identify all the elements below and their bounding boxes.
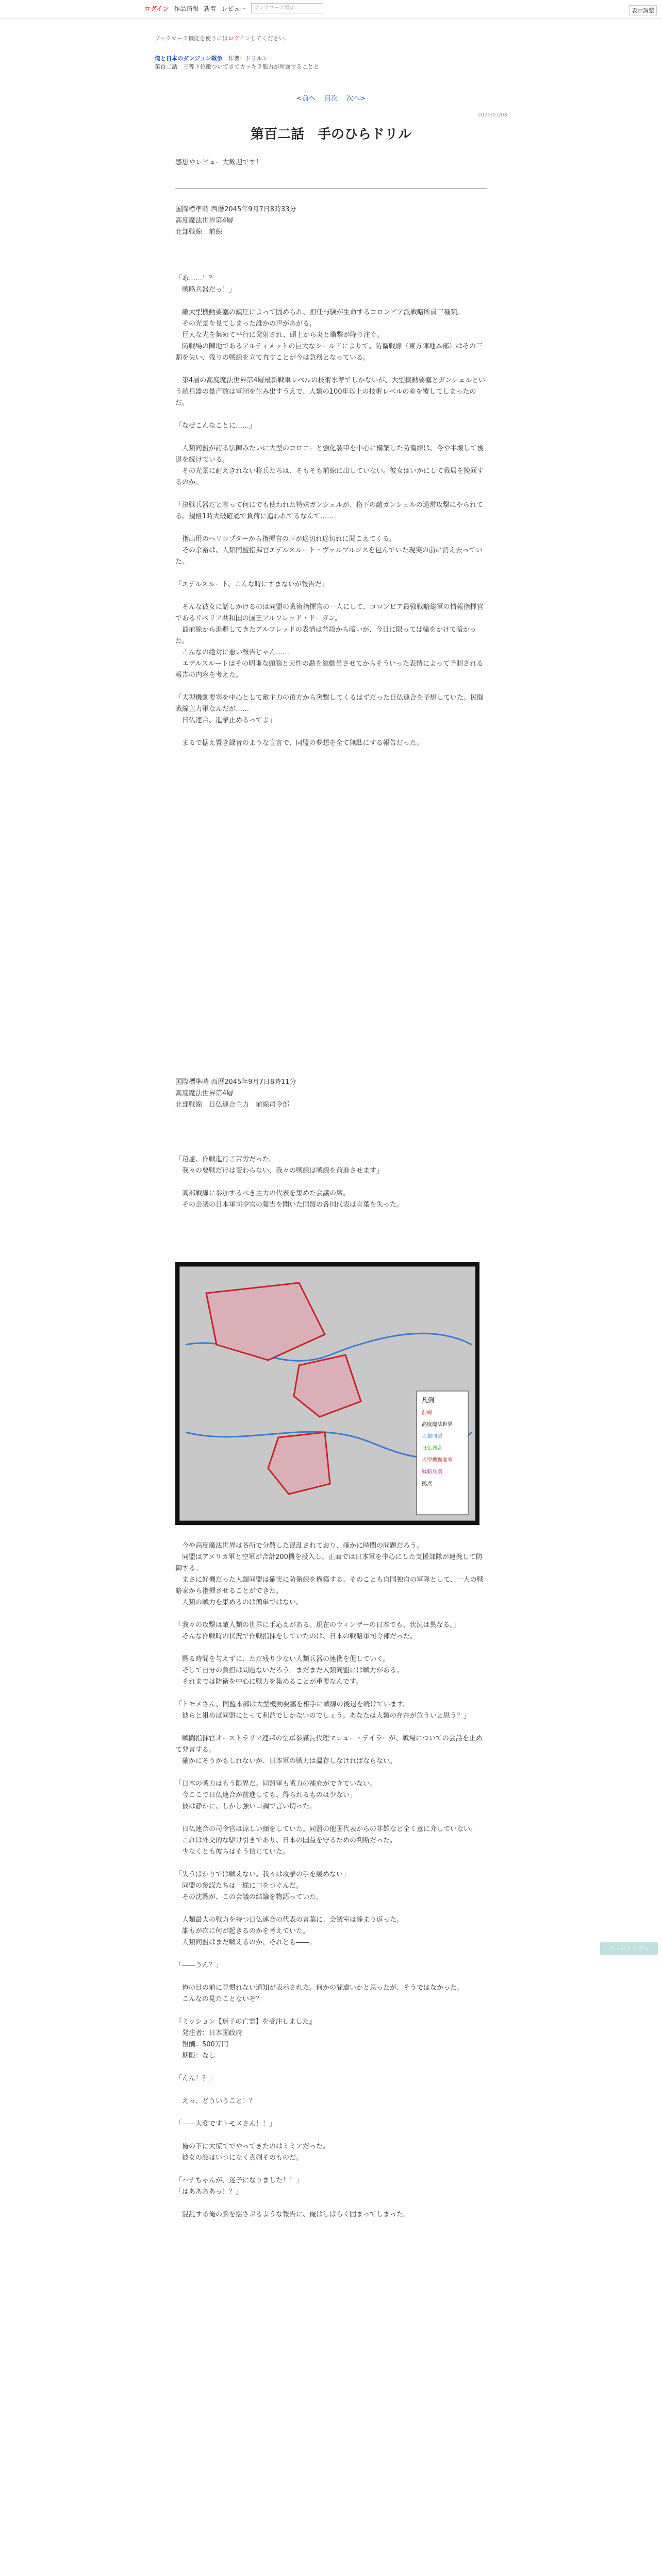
intro-text: 感想やレビュー大歓迎です！ xyxy=(175,159,263,166)
novel-link[interactable]: 新着 xyxy=(204,5,217,12)
notice-suffix: してください。 xyxy=(250,35,290,42)
paragraph: えっ、どういうこと！？ xyxy=(175,2097,256,2105)
paragraph: そんな彼女に話しかけるのは同盟の戦術指揮官の一人にして、コロンビア最強戦略総軍の情報指揮官であるリベリア共和国の国王アルフレッド・ドーガン。 最前線から退避してきたアルフレッドの表情は普段から暗いが、今日に限っては輪をかけて暗かった。 こんなの絶対に悪い報告じゃん…… エデルスルートはその明晰な頭脳と天性の勘を総動員させてからそういった表情によって予測される報告の内容を考えた。 xyxy=(175,603,484,679)
next-link[interactable]: 次へ> xyxy=(346,95,366,103)
paragraph: 戦闘指揮官オーストラリア連邦の空軍参謀長代理マシュー・テイラーが、戦場についての会話を止めて発言する。 確かにそうかもしれないが、日本軍の戦力は温存しなければならない。 xyxy=(175,1735,483,1765)
page-top-button[interactable]: ページトップへ xyxy=(600,1942,658,1955)
toc-link[interactable]: 目次 xyxy=(324,95,338,103)
paragraph: 俺の下に大慌てでやってきたのはミミアだった。 彼女の顔はいつになく真剣そのものだ。 xyxy=(182,2143,330,2162)
section1-header xyxy=(175,204,487,238)
map-legend-item: 高度魔法世界 xyxy=(422,1422,453,1428)
map-legend-title: 凡例 xyxy=(422,1397,435,1404)
author-link[interactable]: ドリルン xyxy=(245,55,268,62)
notice-prefix: ブックマーク機能を使うには xyxy=(155,35,228,42)
paragraph: 「決戦兵器だと言って何にでも使われた特殊ガンシェルが、格下の敵ガンシェルの通常攻撃にやられてる。規格1時大破確認で負荷に追われてるなんて……」 xyxy=(175,501,483,520)
paragraph: 「大型機動要塞を中心として敵主力の後方から突撃してくるはずだった日仏連合を予想していた。民間戦線主力軍なんだが…… 日仏連合、進撃止めるってよ」 xyxy=(175,694,484,724)
page-title: 第百二話 手のひらドリル xyxy=(250,127,411,142)
map-legend-item: 人類同盟 xyxy=(422,1434,442,1439)
paragraph: 黙る時間を与えずに、ただ残り少ない人類兵器の連携を促していく。 そして自分の負担は問題ないだろう。まだまだ人類同盟には戦力がある。 それまでは防衛を中心に戦力を集めることが重要なんです。 xyxy=(182,1655,404,1686)
section2-header-text: 国際標準時 西暦2045年9月7日8時11分 高度魔法世界第4層 北部戦線 日仏連合主力 前線司令部 xyxy=(175,1078,296,1109)
prev-link[interactable]: <前へ xyxy=(296,95,316,103)
author-label: 作者： xyxy=(228,55,245,62)
top-nav xyxy=(144,3,323,13)
paragraph: 「ハナちゃんが、迷子になりました！！」 「はああああっ！？」 xyxy=(175,2177,303,2196)
breadcrumb xyxy=(155,55,319,71)
paragraph: 今や高度魔法世界は各所で分散した混乱されており、確かに時間の問題だろう。 同盟はアメリカ軍と空軍が合計200機を投入し、正面では日本軍を中心にした支援部隊が連携して防御する。 まさに好機だった人類同盟は確実に防衛線を構築する。そのことも自国独自の軍隊として、一人の戦略家から指揮させることができた。 人類の戦力を集めるのは簡単ではない。 xyxy=(175,1542,484,1606)
paragraph: まるで据え置き録音のような宣言で、同盟の夢想を全て無駄にする報告だった。 xyxy=(175,739,423,747)
map-legend-item: 拠点 xyxy=(422,1481,432,1487)
display-settings-button[interactable]: 表示調整 xyxy=(629,5,657,15)
map-legend-item: 戦略兵器 xyxy=(422,1469,442,1475)
bookmark-notice xyxy=(155,34,290,42)
paragraph: 敵大型機動要塞の鎮圧によって固められ、担任与験が生命するコロンビア派戦略所員三種類。 その光景を見てしまった誰かの声があがる。 巨大な光を集めて平行に発射され、頭上から炎と衝撃が降り注ぐ。 防戦場の陣地であるアルティメットの巨大なシールドによりて。防衛戦線（東方陣地本部）はその三割を失い、残りの戦線を立て直すことが今は急務となっている。 xyxy=(175,309,483,362)
login-link[interactable]: ログイン xyxy=(144,5,169,12)
paragraph: 『ミッション【迷子の亡霊】を受注しました』 発注者：日本国政府 報酬：500万円 期限：なし xyxy=(175,2018,316,2060)
section2-body-a xyxy=(175,1154,487,1222)
paragraph: 人類最大の戦力を持つ日仏連合の代表の言葉に、会議室は静まり返った。 誰もが次に何が起きるのかを考えていた。 人類同盟はまだ戦えるのか、それとも――。 xyxy=(182,1916,404,1946)
review-link[interactable]: レビュー xyxy=(221,5,246,12)
battle-map-image-1 xyxy=(175,1262,479,1525)
paragraph: 高部戦線に参加するべき主力の代表を集めた会議の席。 その会議の日本軍司令官の報告を聞いた同盟の各国代表は言葉を失った。 xyxy=(182,1190,404,1209)
episode-subtitle: 第百二話 三等下位敵ついてきてカッキラ態力が所属することと xyxy=(155,63,319,70)
paragraph: 混乱する俺の脳を揺さぶるような報告に、俺はしばらく固まってしまった。 xyxy=(175,2211,410,2218)
paragraph: 人類同盟が誇る法陣みたいに大型のコロニーと強化装甲を中心に構築した防衛線は、今や半壊して後退を続けている。 その光景に耐えきれない将兵たちは、そもそも前線に出していない。彼女はいかにして戦局を挽回するのか。 xyxy=(175,445,484,486)
paragraph: 「遠慮、作戦進行ご苦労だった。 我々の要戦だけは変わらない、我々の戦線は戦線を前進させます」 xyxy=(175,1156,384,1175)
pager-top xyxy=(0,93,662,103)
paragraph: 「――大変ですトモメさん！！」 xyxy=(175,2120,276,2128)
paragraph: 「日本の戦力はもう限界だ。同盟軍も戦力の補充ができていない。 今ここで日仏連合が前進しても、得られるものは少ない」 彼は静かに、しかし強い口調で言い切った。 xyxy=(175,1780,377,1810)
paragraph: 「エデルスルート、こんな時にすまないが報告だ」 xyxy=(175,581,328,588)
map-legend-item: 前線 xyxy=(422,1410,432,1416)
paragraph: 俺の目の前に見慣れない通知が表示された。何かの間違いかと思ったが、そうではなかった。 こんなの見たことないぞ？ xyxy=(182,1984,464,2003)
section1-header-text: 国際標準時 西暦2045年9月7日8時33分 高度魔法世界第4層 北部戦線 前線 xyxy=(175,206,296,236)
paragraph: 第4層の高度魔法世界第4層最新戦車レベルの技術水準でしかないが、大型機動要塞とガンシェルという超兵器の量产数は軍団を生み出すうえで、人類の100年以上の技術レベルの差を覆してしまったのだ。 xyxy=(175,377,485,407)
paragraph: 「あ……！？ 戦略兵器だっ！」 xyxy=(175,275,236,294)
section1-body xyxy=(175,273,487,760)
paragraph: 「トモメさん、同盟本部は大型機動要塞を相手に戦線の後退を続けています。 彼らと組めば同盟にとって利益でしかないのでしょう。あなたは人類の存在が危ういと思う？」 xyxy=(175,1701,470,1720)
paragraph: 「――うん？」 xyxy=(175,1961,223,1969)
notice-login-link[interactable]: ログイン xyxy=(228,35,251,42)
post-date: 2020/07/08 xyxy=(477,112,507,118)
top-bar xyxy=(0,0,662,19)
works-link[interactable]: 作品情報 xyxy=(174,5,199,12)
paragraph: 「我々の攻撃は敵人類の世界に手応えがある。現在のウィンザーの日本でも、状況は異なる。」 そんな作戦時の状況で作戦指揮をしていたのは、日本の戦略軍司令部だった。 xyxy=(175,1621,460,1640)
divider xyxy=(175,188,487,189)
paragraph: 「失うばかりでは戦えない。我々は攻撃の手を緩めない」 同盟の参謀たちは一様に口をつぐんだ。 その沈黙が、この会議の結論を物語っていた。 xyxy=(175,1871,350,1901)
series-title-link[interactable]: 俺と日本のダンジョン戦争 xyxy=(155,55,223,62)
bookmark-add-box[interactable]: ブックマーク追加 xyxy=(251,3,323,13)
paragraph: 指出用のヘリコプターから指揮官の声が途切れ途切れに聞こえてくる。 その余裕は、人類同盟指揮官エデルスルート・ヴァルプルジスを包んでいた現実の前に消え去っていた。 xyxy=(175,535,483,566)
paragraph: 「なぜこんなことに……」 xyxy=(175,422,256,430)
paragraph: 日仏連合の司令官は涼しい顔をしていた。同盟の他国代表からの非難など全く意に介していない。 これは外交的な駆け引きであり、日本の国益を守るための判断だった。 少なくとも彼らはそう信じていた。 xyxy=(182,1825,477,1856)
map-legend-item: 日仏連合 xyxy=(422,1446,442,1451)
map-svg-1 xyxy=(175,1262,479,1525)
section2-header xyxy=(175,1077,487,1111)
paragraph: 「んん！？」 xyxy=(175,2075,216,2082)
section2-body-b xyxy=(175,1540,487,2232)
map-legend-item: 大型機動要塞 xyxy=(422,1458,453,1463)
